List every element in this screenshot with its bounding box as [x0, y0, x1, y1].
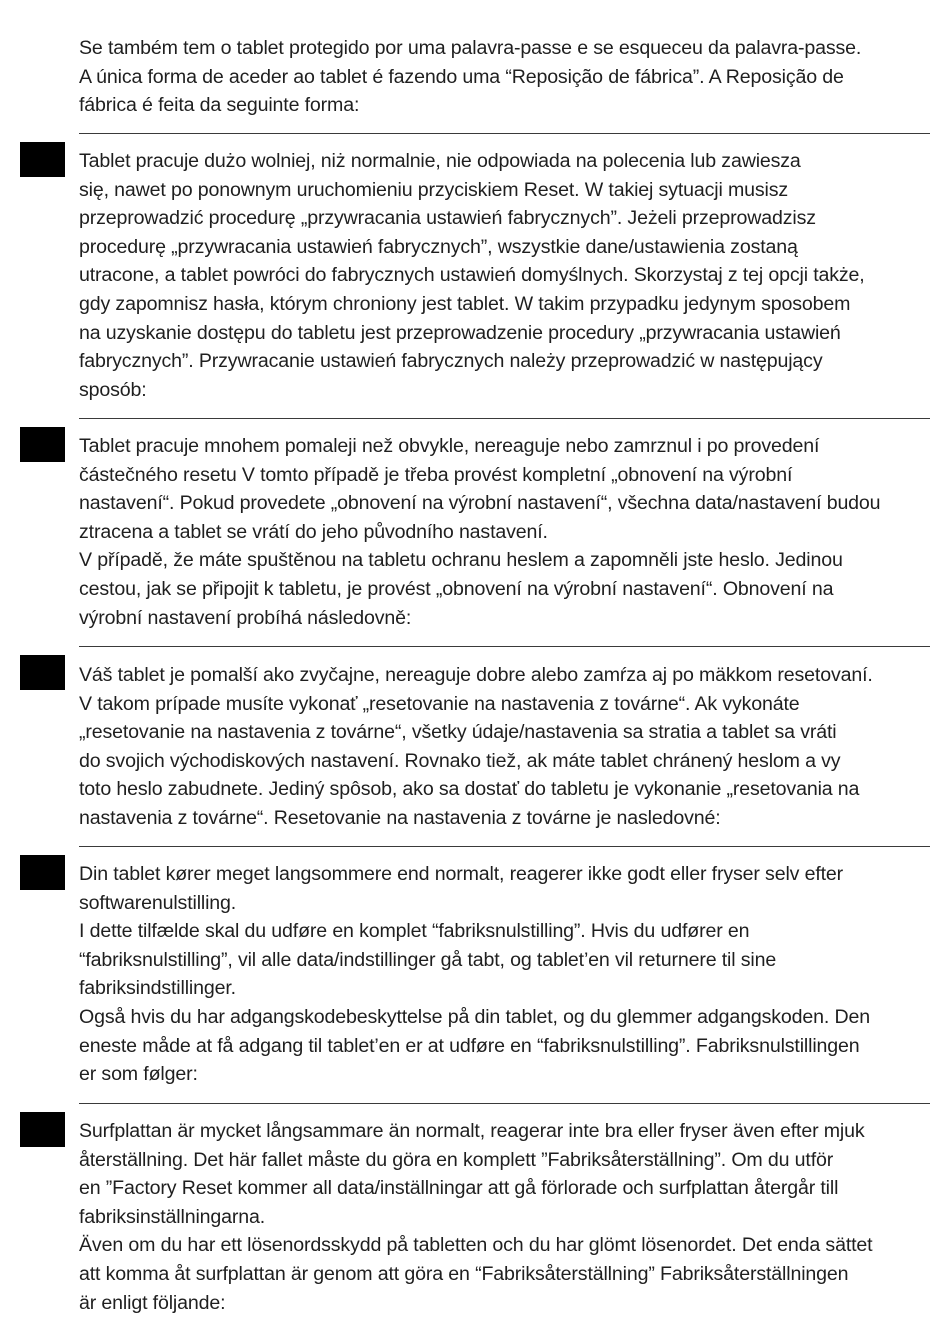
section-divider	[79, 133, 930, 134]
language-marker-block	[20, 655, 65, 690]
section-divider	[79, 1103, 930, 1104]
paragraph-czech: Tablet pracuje mnohem pomaleji než obvykle, nereaguje nebo zamrznul i po provedení částečného resetu V tomto případě je třeba provést kompletní „obnovení na výrobní nastavení“. Pokud provedete „obnovení na výrobní nastavení“, všechna data/nastavení budou ztracena a tablet se vrátí do jeho původního nastavení. V případě, že máte spuštěnou na tabletu ochranu heslem a zapomněli jste heslo. Jedinou cestou, jak se připojit k tabletu, je provést „obnovení na výrobní nastavení“. Obnovení na výrobní nastavení probíhá následovně:	[79, 435, 881, 629]
section-divider	[79, 418, 930, 419]
paragraph-danish: Din tablet kører meget langsommere end normalt, reagerer ikke godt eller fryser selv efter softwarenulstilling. I dette tilfælde skal du udføre en komplet “fabriksnulstilling”. Hvis du udfører en “fabriksnulstilling”, vil alle data/indstillinger gå tabt, og tablet’en vil returnere til sine fabriksindstillinger. Også hvis du har adgangskodebeskyttelse på din tablet, og du glemmer adgangskoden. Den eneste måde at få adgang til tablet’en er at udføre en “fabriksnulstilling”. Fabriksnulstillingen er som følger:	[79, 863, 870, 1086]
section-divider	[79, 846, 930, 847]
language-marker-block	[20, 1112, 65, 1147]
language-marker-block	[20, 427, 65, 462]
paragraph-swedish: Surfplattan är mycket långsammare än normalt, reagerar inte bra eller fryser även efter mjuk återställning. Det här fallet måste du göra en komplett ”Fabriksåterställning”. Om du utför en ”Factory Reset kommer all data/inställningar att gå förlorade och surfplattan återgår till fabriksinställningarna. Även om du har ett lösenordsskydd på tabletten och du har glömt lösenordet. Det enda sättet att komma åt surfplattan är genom att göra en “Fabriksåterställning” Fabriksåterställningen är enligt följande:	[79, 1120, 873, 1314]
paragraph-slovak: Váš tablet je pomalší ako zvyčajne, nereaguje dobre alebo zamŕza aj po mäkkom resetovaní. V takom prípade musíte vykonať „resetovanie na nastavenia z továrne“. Ak vykonáte „resetovanie na nastavenia z továrne“, všetky údaje/nastavenia sa stratia a tablet sa vráti do svojich východiskových nastavení. Rovnako tiež, ak máte tablet chránený heslom a vy toto heslo zabudnete. Jediný spôsob, ako sa dostať do tabletu je vykonanie „resetovania na nastavenia z továrne“. Resetovanie na nastavenia z továrne je nasledovné:	[79, 664, 873, 829]
language-marker-block	[20, 855, 65, 890]
section-divider	[79, 646, 930, 647]
paragraph-polish: Tablet pracuje dużo wolniej, niż normalnie, nie odpowiada na polecenia lub zawiesza się, nawet po ponownym uruchomieniu przyciskiem Reset. W takiej sytuacji musisz przeprowadzić procedurę „przywracania ustawień fabrycznych”. Jeżeli przeprowadzisz procedurę „przywracania ustawień fabrycznych”, wszystkie dane/ustawienia zostaną utracone, a tablet powróci do fabrycznych ustawień domyślnych. Skorzystaj z tej opcji także, gdy zapomnisz hasła, którym chroniony jest tablet. W takim przypadku jedynym sposobem na uzyskanie dostępu do tabletu jest przeprowadzenie procedury „przywracania ustawień fabrycznych”. Przywracanie ustawień fabrycznych należy przeprowadzić w następujący sposób:	[79, 150, 865, 401]
language-marker-block	[20, 142, 65, 177]
paragraph-portuguese: Se também tem o tablet protegido por uma palavra-passe e se esqueceu da palavra-passe. A única forma de aceder ao tablet é fazendo uma “Reposição de fábrica”. A Reposição de fábrica é feita da seguinte forma:	[79, 37, 862, 117]
